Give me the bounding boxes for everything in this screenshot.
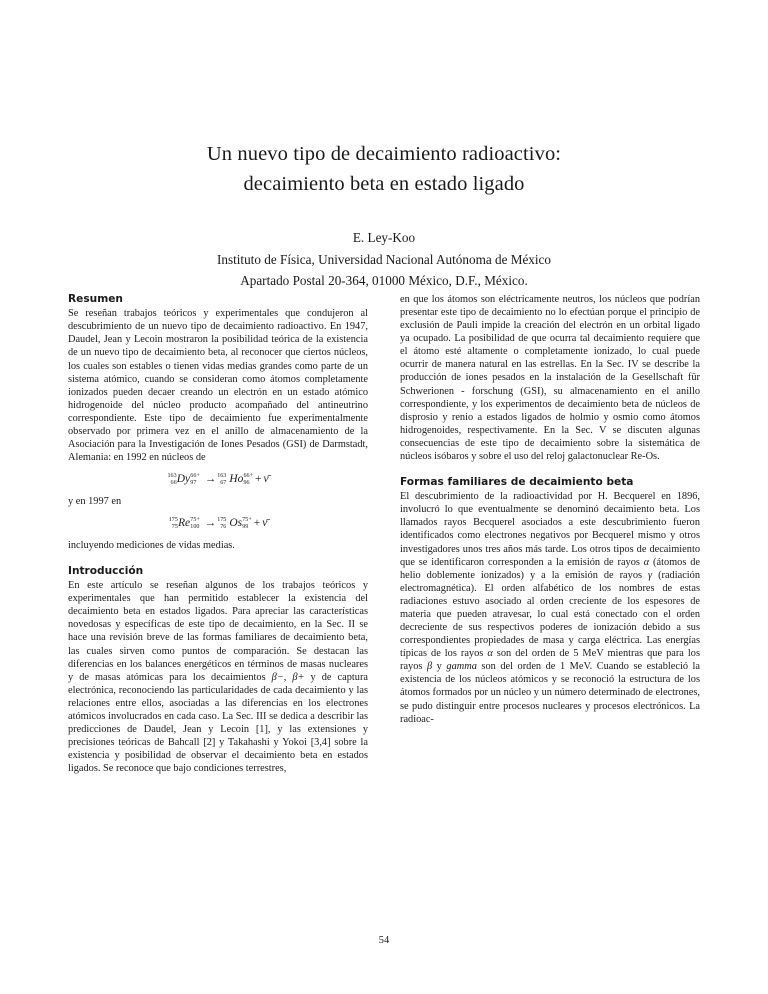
heading-formas-familiares: Formas familiares de decaimiento beta (400, 476, 634, 489)
abstract-paragraph: Se reseñan trabajos teóricos y experimentales que condujeron al descubrimiento de un nuevo tipo de decaimiento radioactivo. En 1947, Daudel, Jean y Lecoin mostraron la posibilidad teórica de la existencia de un nuevo tipo de decaimiento beta, al reconocer que ciertos núcleos, los cuales son estables o tienen vidas medias grandes como parte de un sistema atómico, cuando se consideran como átomos completamente ionizados pueden decaer creando un electrón en un estado atómico hidrogenoide del núcleo producto acompañado del antineutrino correspondiente. Este tipo de decaimiento fue experimentalmente observado por primera vez en el anillo de almacenamiento de la Asociación para la Investigación de Iones Pesados (GSI) de Darmstadt, Alemania: en 1992 en núcleos de (68, 308, 368, 464)
left-column (68, 293, 368, 775)
equation-2-daughter-indices (217, 517, 226, 530)
equation-dysprosium-holmium (68, 473, 368, 486)
body-columns (68, 293, 700, 775)
formas-text-part-4: son del orden de 5 MeV mientras que para los rayos (400, 648, 700, 673)
equation-2-parent-ion: 75+ (190, 517, 200, 524)
equation-2-parent (169, 517, 200, 530)
page-title (74, 140, 694, 199)
formas-familiares-paragraph (400, 490, 700, 725)
intro-text-part-1: En este artículo se reseñan algunos de los trabajos teóricos y experimentales que han permitido establecer la existencia del decaimiento beta en estados ligados. Para apreciar las características novedosas y específicas de este tipo de decaimiento, en la Sec. II se hace una revisión breve de las formas familiares de decaimiento beta, las cuales sirven como puntos de comparación. Se destacan las diferencias en los balances energéticos en términos de masas nucleares y de masas atómicas para los decaimientos (68, 580, 368, 683)
equation-rhenium-osmium (68, 517, 368, 530)
continuation-paragraph: en que los átomos son eléctricamente neutros, los núcleos que podrían presentar este tipo de decaimiento no lo efectúan porque el principio de exclusión de Pauli impide la creación del electrón en un orbital ligado ya ocupado. La posibilidad de que ocurra tal decaimiento requiere que el átomo esté altamente o completamente ionizado, lo cual puede ocurrir de manera natural en las estrellas. En la Sec. IV se describe la producción de iones pesados en la instalación de la Gesellschaft für Schwerionen - forschung (GSI), su almacenamiento en el anillo correspondiente, y los experimentos de decaimiento beta de núcleos de disprosio y renio a estados ligados de holmio y osmio como átomos hidrogenoides, respectivamente. En la Sec. V se discuten algunas consecuencias de este tipo de decaimiento sobre la sistemática de núcleos isóbaros y sobre el uso del reloj galactonuclear Re-Os. (400, 294, 700, 462)
intro-text-part-3: y de captura electrónica, reconociendo las particularidades de cada decaimiento y las relaciones entre ellos, asociadas a las diferencias en los electrones atómicos involucrados en cada caso. La Sec. III se dedica a describir las predicciones de Daudel, Jean y Lecoin [1], y las extensiones y precisiones teóricas de Bahcall [2] y Takahashi y Yokoi [3,4] sobre la existencia y posibilidad de observar el decaimiento beta en estados ligados. Se reconoce que bajo condiciones terrestres, (68, 671, 368, 775)
formas-text-part-2: (átomos de helio doblemente ionizados) y a la emisión de rayos (400, 556, 700, 581)
equation-2-arrow: → (204, 517, 217, 530)
equation-1-daughter-post (244, 473, 254, 486)
equation-1-parent-ion: 66+ (190, 473, 200, 480)
equation-2-daughter-ion: 75+ (242, 517, 252, 524)
equation-1-antineutrino: ν̄ (263, 473, 269, 486)
equation-1-plus: + (255, 473, 262, 486)
equation-2-parent-mass: 175 (168, 517, 178, 524)
equation-1-daughter-charge: 67 (220, 479, 227, 486)
equation-1-arrow: → (204, 473, 217, 486)
equation-2-parent-neutrons: 100 (190, 523, 200, 530)
equation-2-antineutrino: ν̄ (262, 517, 268, 530)
equation-1-daughter-neutrons: 96 (243, 479, 250, 486)
beta-minus-symbol: β− (271, 671, 284, 683)
introduction-paragraph (68, 579, 368, 775)
equation-2-plus: + (253, 517, 261, 530)
equation-1-parent-indices (167, 473, 176, 486)
page-number: 54 (378, 935, 390, 946)
equation-1-daughter-element: Ho (229, 473, 244, 486)
gamma-symbol: γ (648, 569, 653, 581)
equation-1-parent-neutrons: 97 (190, 479, 197, 486)
equation-2-parent-indices (169, 517, 178, 530)
equation-2-daughter-mass: 175 (217, 517, 227, 524)
formas-text-part-3: (radiación electromagnética). El orden alfabético de los nombres de estas radiaciones estuvo asociado al orden creciente de los espesores de materia que pueden atravesar, lo cual está conectado con el orden decreciente de sus respectivos poderes de ionización debido a sus correspondientes propiedades de masa y carga eléctrica. Las energías típicas de los rayos (400, 569, 701, 660)
equation-2-daughter-post (242, 517, 252, 530)
equation-1-parent-charge: 66 (170, 479, 177, 486)
title-line-2: decaimiento beta en estado ligado (243, 172, 525, 195)
equation-2-daughter-charge: 76 (220, 523, 227, 530)
equation-2-daughter-element: Os (229, 517, 243, 530)
equation-1-daughter-mass: 163 (217, 473, 227, 480)
text-between-equations: y en 1997 en (68, 495, 122, 507)
title-line-1: Un nuevo tipo de decaimiento radioactivo: (206, 143, 562, 165)
alpha-symbol-second: α (487, 648, 493, 660)
formas-text-part-1: El descubrimiento de la radioactividad por H. Becquerel en 1896, involucró lo que eventualmente se denominó decaimiento beta. Los llamados rayos Becquerel asociados a este descubrimiento fueron identificados como electrones negativos por Becquerel mismo y otros investigadores unos tres años más tarde. Los otros tipos de decaimiento que se identificaron corresponden a la emisión de rayos (400, 491, 700, 568)
beta-symbol: β (426, 661, 433, 673)
equation-2-parent-element: Re (178, 517, 191, 530)
title-block (74, 0, 694, 292)
right-column (400, 293, 700, 775)
equation-1-daughter-ion: 66+ (243, 473, 254, 480)
equation-1-parent-post (190, 473, 200, 486)
equation-2-parent-post (190, 517, 200, 530)
equation-1-daughter-indices (217, 473, 226, 486)
intro-text-part-2: , (283, 671, 293, 683)
formas-text-part-5: y (432, 661, 447, 673)
beta-plus-symbol: β+ (292, 671, 305, 683)
author-name: E. Ley-Koo (352, 230, 416, 246)
text-after-equations: incluyendo mediciones de vidas medias. (68, 539, 235, 551)
author-affiliation: Instituto de Física, Universidad Nacional Autónoma de México (216, 251, 551, 267)
heading-introduccion: Introducción (68, 564, 144, 577)
equation-1-parent (167, 473, 199, 486)
equation-2-parent-charge: 75 (171, 523, 178, 530)
equation-2-daughter-neutrons: 99 (242, 523, 249, 530)
alpha-symbol: α (643, 556, 650, 568)
formas-text-part-6: son del orden de 1 MeV. Cuando se estableció la existencia de los núcleos atómicos y se reconoció la estructura de los átomos formados por un núcleo y un número determinado de electrones, se pudo distinguir entre procesos nucleares y procesos electrónicos. La radioac- (400, 661, 701, 725)
heading-resumen: Resumen (68, 293, 123, 305)
gamma-word-italic: gamma (446, 661, 477, 673)
equation-1-parent-mass: 163 (167, 473, 177, 480)
equation-1-parent-element: Dy (176, 473, 191, 486)
author-address: Apartado Postal 20-364, 01000 México, D.F., México. (240, 273, 528, 289)
